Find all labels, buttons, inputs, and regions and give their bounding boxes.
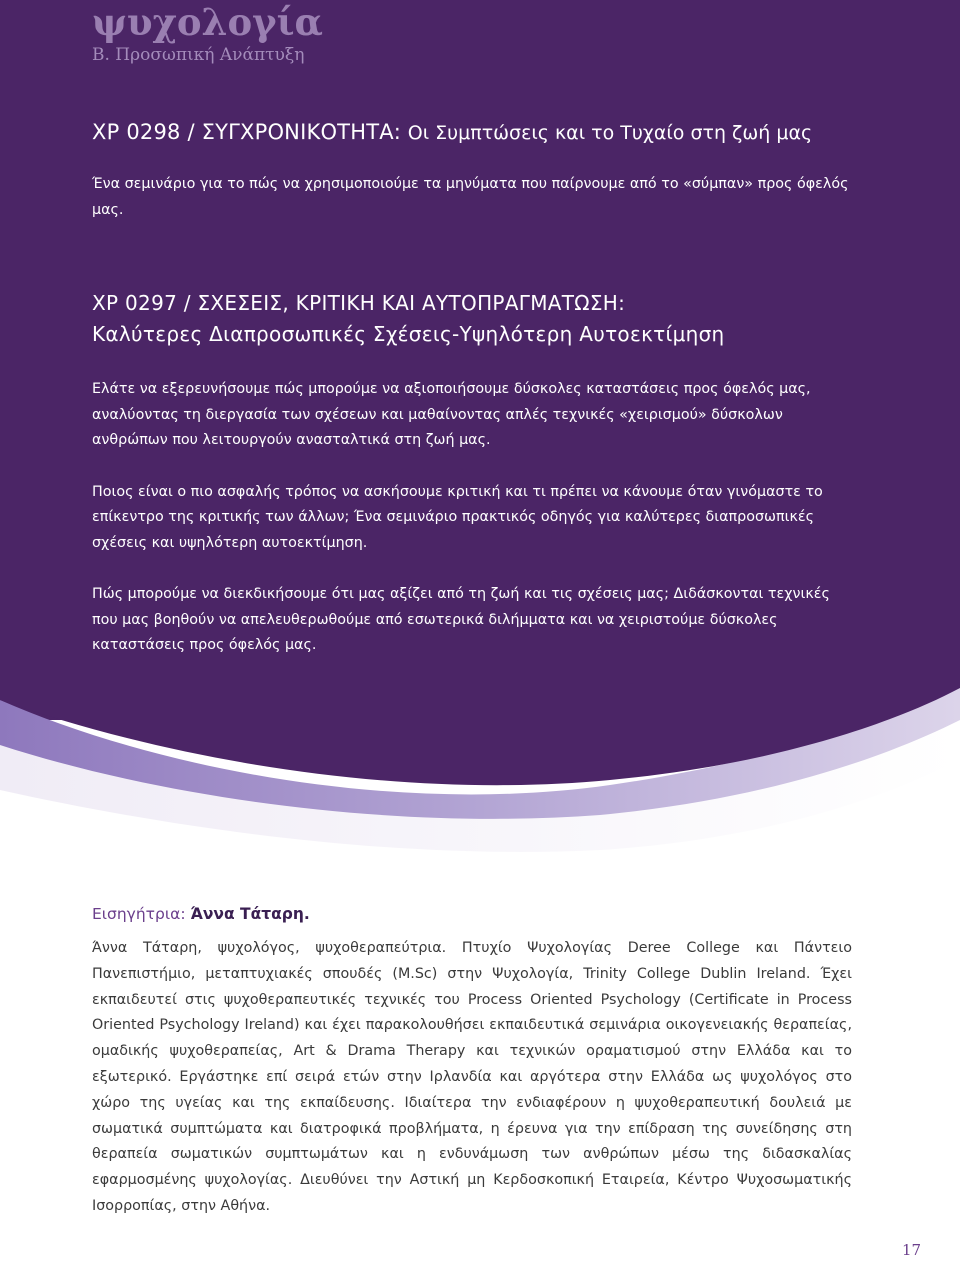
course-1-heading bbox=[92, 117, 852, 148]
page-number: 17 bbox=[902, 1241, 922, 1259]
instructor-label: Εισηγήτρια: bbox=[92, 905, 186, 923]
instructor-name: Άννα Τάταρη. bbox=[190, 905, 310, 923]
course-1-section bbox=[92, 117, 852, 223]
header-title: ψυχολογία bbox=[92, 0, 323, 44]
header-subtitle: Β. Προσωπική Ανάπτυξη bbox=[92, 45, 305, 65]
course-2-title-line-1: ΧΡ 0297 / ΣΧΕΣΕΙΣ, ΚΡΙΤΙΚΗ ΚΑΙ ΑΥΤΟΠΡΑΓΜΑΤΩΣΗ: bbox=[92, 291, 626, 315]
course-2-paragraph-3: Πώς μπορούμε να διεκδικήσουμε ότι μας αξίζει από τη ζωή και τις σχέσεις μας; Διδάσκονται τεχνικές που μας βοηθούν να απελευθερωθούμε από εσωτερικά διλήμματα και να χειριστούμε δύσκολες καταστάσεις προς όφελός μας. bbox=[92, 586, 830, 653]
course-2-paragraph-2: Ποιος είναι ο πιο ασφαλής τρόπος να ασκήσουμε κριτική και τι πρέπει να κάνουμε όταν γινόμαστε το επίκεντρο της κριτικής των άλλων; Ένα σεμινάριο πρακτικός οδηγός για καλύτερες διαπροσωπικές σχέσεις και υψηλότερη αυτοεκτίμηση. bbox=[92, 483, 823, 551]
instructor-bio: Άννα Τάταρη, ψυχολόγος, ψυχοθεραπεύτρια. Πτυχίο Ψυχολογίας Deree College και Πάντειο Πανεπιστήμιο, μεταπτυχιακές σπουδές (M.Sc) στην Ψυχολογία, Trinity College Dublin Ireland. Έχει εκπαιδευτεί στις ψυχοθεραπευτικές τεχνικές του Process Oriented Psychology (Certificate in Process Oriented Psychology Ireland) και έχει παρακολουθήσει εκπαιδευτικά σεμινάρια οικογενειακής θεραπείας, ομαδικής ψυχοθεραπείας, Art & Drama Therapy και τεχνικών οραματισμού στην Ελλάδα και το εξωτερικό. Εργάστηκε επί σειρά ετών στην Ιρλανδία και αργότερα στην Ελλάδα ως ψυχολόγος στο χώρο της υγείας και της εκπαίδευσης. Ιδιαίτερα την ενδιαφέρουν η ψυχοθεραπευτική δουλειά με σωματικά συμπτώματα και διατροφικά προβλήματα, η έρευνα για την επίδραση της συνείδησης στη θεραπεία σωματικών συμπτωμάτων και η ενδυνάμωση των ανθρώπων μέσω της διδασκαλίας εφαρμοσμένης ψυχολογίας. Διευθύνει την Αστική μη Κερδοσκοπική Εταιρεία, Κέντρο Ψυχοσωματικής Ισορροπίας, στην Αθήνα. bbox=[92, 940, 852, 1214]
course-2-paragraph-1: Ελάτε να εξερευνήσουμε πώς μπορούμε να αξιοποιήσουμε δύσκολες καταστάσεις προς όφελός μας, αναλύοντας τη διεργασία των σχέσεων και μαθαίνοντας απλές τεχνικές «χειρισμού» δύσκολων ανθρώπων που λειτουργούν ανασταλτικά στη ζωή μας. bbox=[92, 381, 811, 448]
instructor-heading bbox=[92, 902, 852, 926]
course-1-description: Ένα σεμινάριο για το πώς να χρησιμοποιούμε τα μηνύματα που παίρνουμε από το «σύμπαν» προς όφελός μας. bbox=[92, 176, 849, 218]
course-1-subtitle: Οι Συμπτώσεις και το Τυχαίο στη ζωή μας bbox=[407, 122, 813, 144]
instructor-section bbox=[92, 902, 852, 1220]
course-2-title-line-2: Καλύτερες Διαπροσωπικές Σχέσεις-Υψηλότερη Αυτοεκτίμηση bbox=[92, 322, 725, 346]
course-2-section bbox=[92, 288, 852, 659]
course-1-code: ΧΡ 0298 / ΣΥΓΧΡΟΝΙΚΟΤΗΤΑ: bbox=[92, 120, 402, 144]
